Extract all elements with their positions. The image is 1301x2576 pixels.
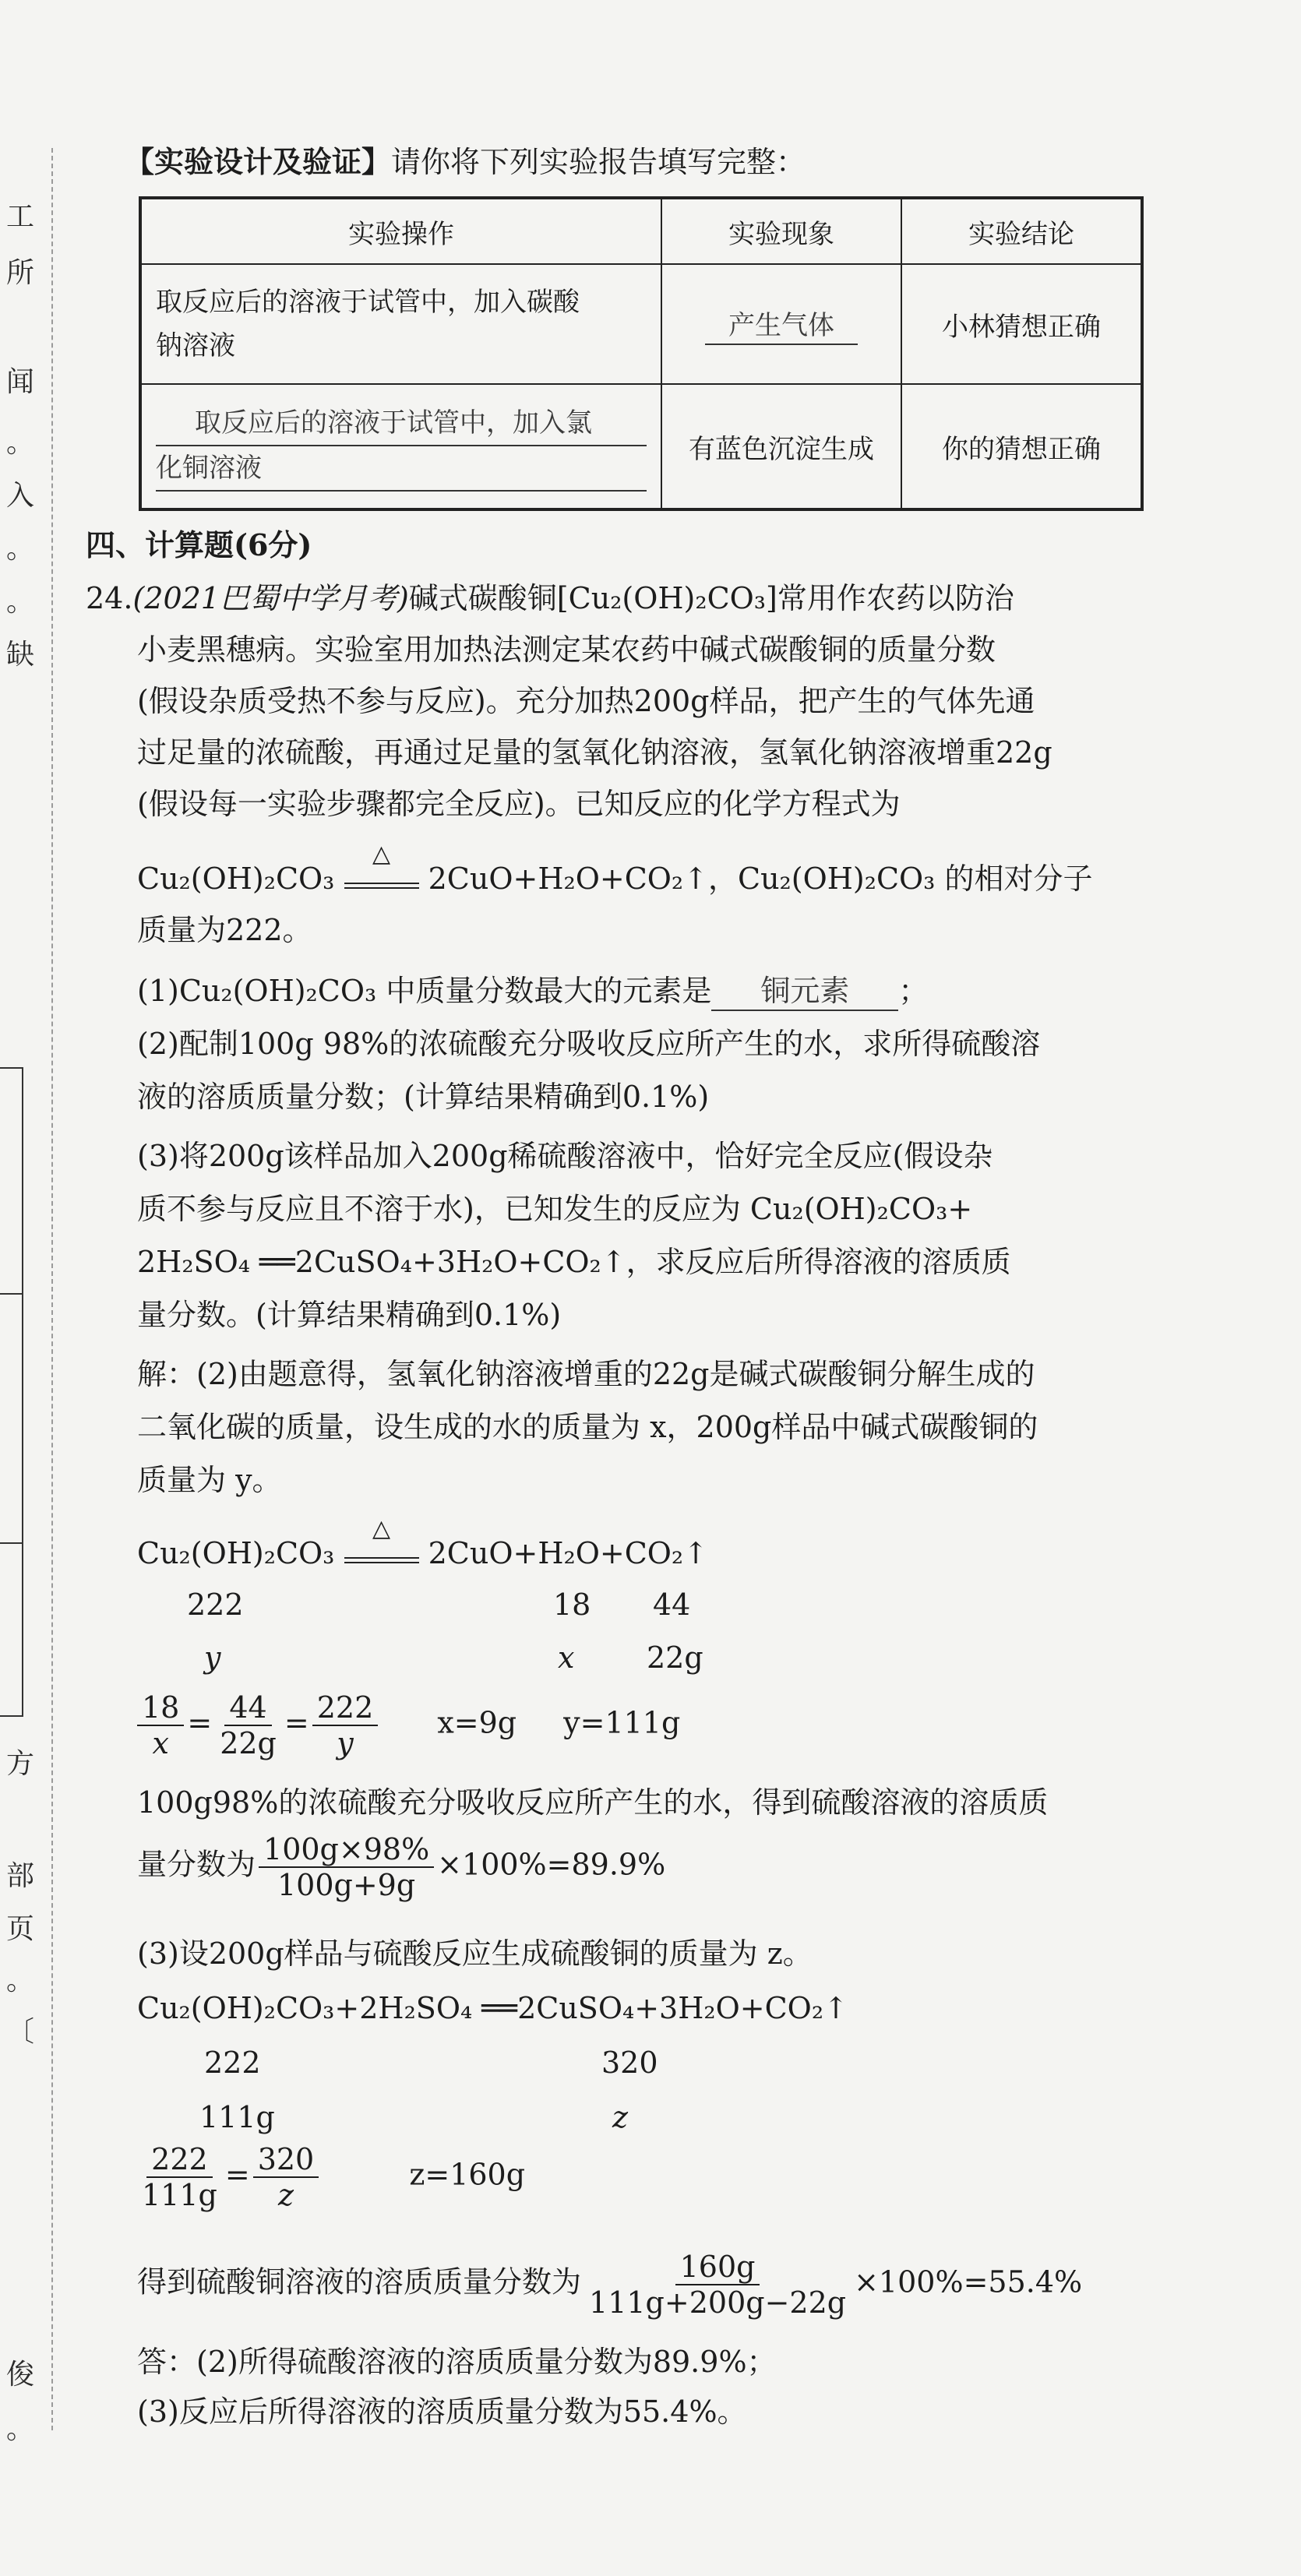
solution-equation-2: Cu₂(OH)₂CO₃+2H₂SO₄ ══2CuSO₄+3H₂O+CO₂↑ bbox=[137, 1991, 848, 2025]
numerator: 320 bbox=[253, 2142, 319, 2178]
molar-mass: 222 bbox=[187, 1588, 244, 1622]
ratio-equation-2 bbox=[134, 2142, 525, 2212]
part-3-line: (3)将200g该样品加入200g稀硫酸溶液中，恰好完全反应(假设杂 bbox=[137, 1139, 993, 1173]
experiment-header-text: 请你将下列实验报告填写完整： bbox=[391, 145, 806, 179]
part-1-punct: ； bbox=[898, 974, 929, 1008]
question-line: 过足量的浓硫酸，再通过足量的氢氧化钠溶液，氢氧化钠溶液增重22g bbox=[137, 735, 1052, 770]
handwritten-answer: 铜元素 bbox=[711, 972, 898, 1011]
margin-fragment: 。 bbox=[6, 2413, 35, 2445]
fraction bbox=[137, 2142, 222, 2212]
fraction bbox=[312, 1690, 379, 1760]
table-cell-operation bbox=[140, 264, 661, 384]
margin-box-divider bbox=[0, 1542, 22, 1544]
margin-fragment: 闻 bbox=[6, 366, 35, 398]
table-cell-conclusion: 你的猜想正确 bbox=[901, 384, 1142, 509]
solution-text: ×100%=89.9% bbox=[437, 1847, 666, 1882]
denominator: 22g bbox=[220, 1726, 277, 1760]
experiment-header bbox=[125, 143, 806, 181]
solution-text: 量分数为 bbox=[137, 1847, 256, 1882]
equation-right: 2CuO+H₂O+CO₂↑，Cu₂(OH)₂CO₃ 的相对分子 bbox=[428, 862, 1093, 896]
equation-condition-arrow bbox=[344, 840, 419, 889]
table-row bbox=[140, 264, 1142, 384]
part-2-line: (2)配制100g 98%的浓硫酸充分吸收反应所产生的水，求所得硫酸溶 bbox=[137, 1027, 1041, 1061]
question-line: (假设杂质受热不参与反应)。充分加热200g样品，把产生的气体先通 bbox=[137, 684, 1035, 718]
handwritten-answer: 取反应后的溶液于试管中，加入氯 bbox=[156, 401, 647, 446]
solution-line: 质量为 y。 bbox=[137, 1463, 282, 1497]
part-1 bbox=[137, 972, 928, 1011]
table-cell-phenomenon: 有蓝色沉淀生成 bbox=[661, 384, 901, 509]
table-cell-phenomenon bbox=[661, 264, 901, 384]
question-line: (假设每一实验步骤都完全反应)。已知反应的化学方程式为 bbox=[137, 787, 901, 821]
question-source: (2021巴蜀中学月考) bbox=[132, 581, 409, 615]
heat-triangle-icon: △ bbox=[372, 840, 391, 868]
margin-fragment: 。 bbox=[6, 427, 35, 459]
equals-sign: = bbox=[284, 1705, 309, 1740]
result-x: x=9g bbox=[437, 1705, 517, 1740]
margin-fragment: 〔 bbox=[6, 2016, 35, 2048]
equation-condition-arrow bbox=[344, 1515, 419, 1563]
handwritten-answer: 产生气体 bbox=[705, 304, 858, 345]
denominator: 100g+9g bbox=[277, 1868, 416, 1902]
variable: y bbox=[204, 1640, 221, 1675]
variable: z bbox=[612, 2100, 629, 2134]
margin-fragment: 部 bbox=[6, 1860, 35, 1892]
solution-line: (3)设200g样品与硫酸反应生成硫酸铜的质量为 z。 bbox=[137, 1936, 813, 1971]
ratio-equation-1 bbox=[134, 1690, 680, 1760]
table-header-operation: 实验操作 bbox=[140, 198, 661, 264]
margin-fragment: 入 bbox=[6, 480, 35, 512]
experiment-header-label: 【实验设计及验证】 bbox=[125, 144, 392, 179]
solution-fraction-line bbox=[137, 1832, 665, 1902]
question-line: 质量为222。 bbox=[137, 913, 312, 947]
fraction bbox=[215, 1690, 281, 1760]
margin-fragment: 。 bbox=[6, 1965, 35, 1996]
molar-mass: 222 bbox=[204, 2046, 261, 2080]
part-3-line: 质不参与反应且不溶于水)，已知发生的反应为 Cu₂(OH)₂CO₃+ bbox=[137, 1192, 973, 1226]
operation-line: 钠溶液 bbox=[156, 330, 235, 362]
handwritten-answer: 化铜溶液 bbox=[156, 446, 647, 492]
table-cell-conclusion: 小林猜想正确 bbox=[901, 264, 1142, 384]
margin-fragment: 俊 bbox=[6, 2359, 35, 2391]
solution-line: 解：(2)由题意得，氢氧化钠溶液增重的22g是碱式碳酸铜分解生成的 bbox=[137, 1357, 1035, 1391]
fraction bbox=[137, 1690, 184, 1760]
result-y: y=111g bbox=[563, 1705, 681, 1740]
part-2-line: 液的溶质质量分数；(计算结果精确到0.1%) bbox=[137, 1080, 710, 1114]
solution-fraction-line bbox=[137, 2250, 1082, 2320]
fraction bbox=[584, 2250, 851, 2320]
part-3-line: 2H₂SO₄ ══2CuSO₄+3H₂O+CO₂↑，求反应后所得溶液的溶质质 bbox=[137, 1245, 1011, 1279]
fraction bbox=[253, 2142, 319, 2212]
question-equation bbox=[137, 840, 1093, 897]
margin-dashed-line bbox=[51, 148, 53, 2430]
question-line: 小麦黑穗病。实验室用加热法测定某农药中碱式碳酸铜的质量分数 bbox=[137, 633, 996, 667]
question-line bbox=[86, 580, 1014, 617]
equation-left: Cu₂(OH)₂CO₃ bbox=[137, 1536, 335, 1570]
variable: 111g bbox=[199, 2100, 275, 2134]
solution-equation-1 bbox=[137, 1515, 708, 1572]
solution-text: 得到硫酸铜溶液的溶质质量分数为 bbox=[137, 2264, 582, 2299]
numerator: 18 bbox=[137, 1690, 184, 1726]
denominator: x bbox=[152, 1726, 169, 1760]
equals-bar bbox=[344, 1557, 419, 1563]
margin-fragment: 页 bbox=[6, 1913, 35, 1945]
heat-triangle-icon: △ bbox=[372, 1515, 391, 1542]
numerator: 100g×98% bbox=[259, 1832, 434, 1868]
margin-fragment: 工 bbox=[6, 201, 35, 233]
solution-text: ×100%=55.4% bbox=[854, 2264, 1083, 2299]
part-1-text: (1)Cu₂(OH)₂CO₃ 中质量分数最大的元素是 bbox=[137, 974, 712, 1008]
numerator: 160g bbox=[675, 2250, 760, 2285]
operation-line: 取反应后的溶液于试管中，加入碳酸 bbox=[156, 287, 580, 319]
result-z: z=160g bbox=[409, 2157, 526, 2192]
margin-fragment: 。 bbox=[6, 586, 35, 618]
solution-line: 100g98%的浓硫酸充分吸收反应所产生的水，得到硫酸溶液的溶质质 bbox=[137, 1785, 1049, 1820]
table-header-conclusion: 实验结论 bbox=[901, 198, 1142, 264]
denominator: 111g bbox=[142, 2178, 217, 2212]
equals-sign: = bbox=[224, 2157, 250, 2192]
equation-left: Cu₂(OH)₂CO₃ bbox=[137, 862, 335, 896]
equals-sign: = bbox=[187, 1705, 213, 1740]
variable: 22g bbox=[647, 1640, 703, 1675]
denominator: y bbox=[337, 1726, 354, 1760]
denominator: z bbox=[277, 2178, 294, 2212]
numerator: 44 bbox=[224, 1690, 271, 1726]
molar-mass: 320 bbox=[601, 2046, 658, 2080]
numerator: 222 bbox=[312, 1690, 379, 1726]
variable: x bbox=[558, 1640, 575, 1675]
margin-box-fragment bbox=[0, 1067, 23, 1717]
numerator: 222 bbox=[146, 2142, 213, 2178]
answer-line: 答：(2)所得硫酸溶液的溶质质量分数为89.9%； bbox=[137, 2345, 777, 2379]
margin-fragment: 缺 bbox=[6, 639, 35, 671]
table-row bbox=[140, 384, 1142, 509]
margin-fragment: 方 bbox=[6, 1748, 35, 1780]
question-text: 碱式碳酸铜[Cu₂(OH)₂CO₃]常用作农药以防治 bbox=[408, 581, 1014, 615]
molar-mass: 18 bbox=[553, 1588, 591, 1622]
margin-box-divider bbox=[0, 1293, 22, 1295]
margin-fragment: 所 bbox=[6, 257, 35, 289]
part-3-line: 量分数。(计算结果精确到0.1%) bbox=[137, 1298, 562, 1332]
table-header-phenomenon: 实验现象 bbox=[661, 198, 901, 264]
fraction bbox=[259, 1832, 434, 1902]
section-title: 四、计算题(6分) bbox=[86, 527, 312, 562]
equation-right: 2CuO+H₂O+CO₂↑ bbox=[428, 1536, 708, 1570]
answer-line: (3)反应后所得溶液的溶质质量分数为55.4%。 bbox=[137, 2395, 747, 2429]
table-cell-operation bbox=[140, 384, 661, 509]
molar-mass: 44 bbox=[653, 1588, 691, 1622]
margin-fragment: 。 bbox=[6, 533, 35, 565]
equals-bar bbox=[344, 883, 419, 889]
experiment-report-table bbox=[139, 196, 1144, 511]
solution-line: 二氧化碳的质量，设生成的水的质量为 x，200g样品中碱式碳酸铜的 bbox=[137, 1410, 1038, 1444]
denominator: 111g+200g−22g bbox=[589, 2285, 847, 2320]
question-number: 24. bbox=[86, 581, 133, 615]
